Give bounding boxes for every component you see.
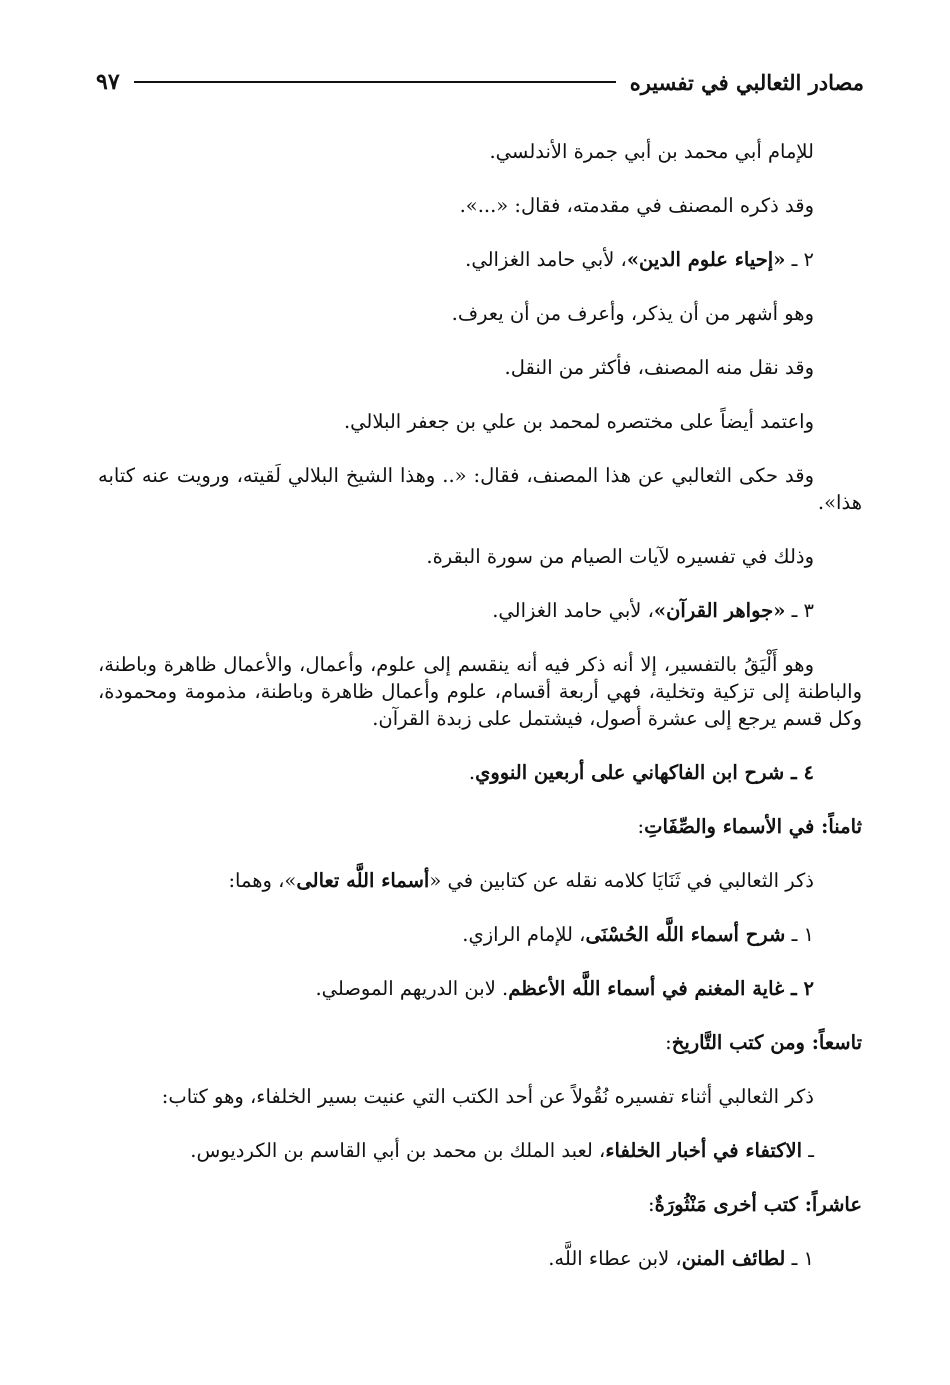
book-title: «جواهر القرآن» [653,599,786,622]
list-number: ـ [802,1139,814,1162]
paragraph-text: : [648,1193,655,1216]
book-title: أسماء اللَّه تعالى [296,869,430,892]
list-item [98,597,862,624]
paragraph [98,1083,862,1110]
body-text [98,138,862,1299]
list-item [98,921,862,948]
section-heading-text: ثامناً: في الأسماء والصِّفَاتِ [644,815,862,838]
paragraph-text: ، للإمام الرازي. [462,923,586,946]
book-title: شرح أسماء اللَّه الحُسْنَى [585,923,786,946]
paragraph [98,651,862,732]
section-heading-text: عاشراً: كتب أخرى مَنْثُورَةٌ [654,1193,862,1216]
paragraph-text: ، لأبي حامد الغزالي. [492,599,654,622]
book-title: «إحياء علوم الدين» [626,248,786,271]
section-heading [98,813,862,840]
running-header [96,62,864,102]
paragraph-text: وقد نقل منه المصنف، فأكثر من النقل. [504,356,814,379]
paragraph-text: وقد حكى الثعالبي عن هذا المصنف، فقال: «.. وهذا الشيخ البلالي لَقيته، ورويت عنه كتابه هذا». [98,464,862,514]
header-rule [134,81,616,83]
paragraph-text: ، لابن عطاء اللَّه. [548,1247,682,1270]
list-number: ١ ـ [785,1247,814,1270]
book-title: لطائف المنن [681,1247,786,1270]
paragraph [98,192,862,219]
paragraph-text: . [468,761,476,784]
paragraph-text: للإمام أبي محمد بن أبي جمرة الأندلسي. [489,140,814,163]
paragraph-text: واعتمد أيضاً على مختصره لمحمد بن علي بن جعفر البلالي. [343,410,814,433]
paragraph [98,867,862,894]
section-heading-text: تاسعاً: ومن كتب التَّاريخ [671,1031,862,1054]
section-heading [98,1029,862,1056]
page-number: ٩٧ [96,69,120,95]
paragraph-text: وذلك في تفسيره لآيات الصيام من سورة البقرة. [426,545,814,568]
paragraph-text: . لابن الدريهم الموصلي. [315,977,509,1000]
paragraph-text: ، لأبي حامد الغزالي. [465,248,627,271]
paragraph-text: وهو أشهر من أن يذكر، وأعرف من أن يعرف. [451,302,814,325]
paragraph [98,543,862,570]
list-item [98,975,862,1002]
paragraph [98,408,862,435]
paragraph-text: ذكر الثعالبي أثناء تفسيره نُقُولاً عن أحد الكتب التي عنيت بسير الخلفاء، وهو كتاب: [161,1085,814,1108]
book-title: ٤ ـ شرح ابن الفاكهاني على أربعين النووي [475,761,814,784]
list-item [98,759,862,786]
paragraph [98,462,862,516]
list-item [98,246,862,273]
paragraph [98,354,862,381]
book-title: الاكتفاء في أخبار الخلفاء [605,1139,803,1162]
paragraph [98,300,862,327]
paragraph-text: وهو أَلْيَقُ بالتفسير، إلا أنه ذكر فيه أنه ينقسم إلى علوم، وأعمال، والأعمال ظاهرة وباطنة، والباطنة إلى تزكية وتخلية، فهي أربعة أقسام، علوم وأعمال ظاهرة وباطنة، مذمومة ومحمودة، وكل قسم يرجع إلى عشرة أصول، فيشتمل على زبدة القرآن. [98,653,862,730]
paragraph-text: »، وهما: [228,869,297,892]
paragraph [98,138,862,165]
list-item [98,1137,862,1164]
list-number: ٢ ـ [785,248,814,271]
paragraph-text: ذكر الثعالبي في ثَنَايَا كلامه نقله عن كتابين في « [429,869,814,892]
list-number: ٣ ـ [785,599,814,622]
section-heading [98,1191,862,1218]
list-number: ١ ـ [785,923,814,946]
paragraph-text: ، لعبد الملك بن محمد بن أبي القاسم بن الكرديوس. [190,1139,606,1162]
header-title: مصادر الثعالبي في تفسيره [629,69,864,95]
list-item [98,1245,862,1272]
paragraph-text: : [665,1031,672,1054]
paragraph-text: وقد ذكره المصنف في مقدمته، فقال: «...». [459,194,814,217]
book-title: ٢ ـ غاية المغنم في أسماء اللَّه الأعظم [508,977,814,1000]
paragraph-text: : [637,815,645,838]
